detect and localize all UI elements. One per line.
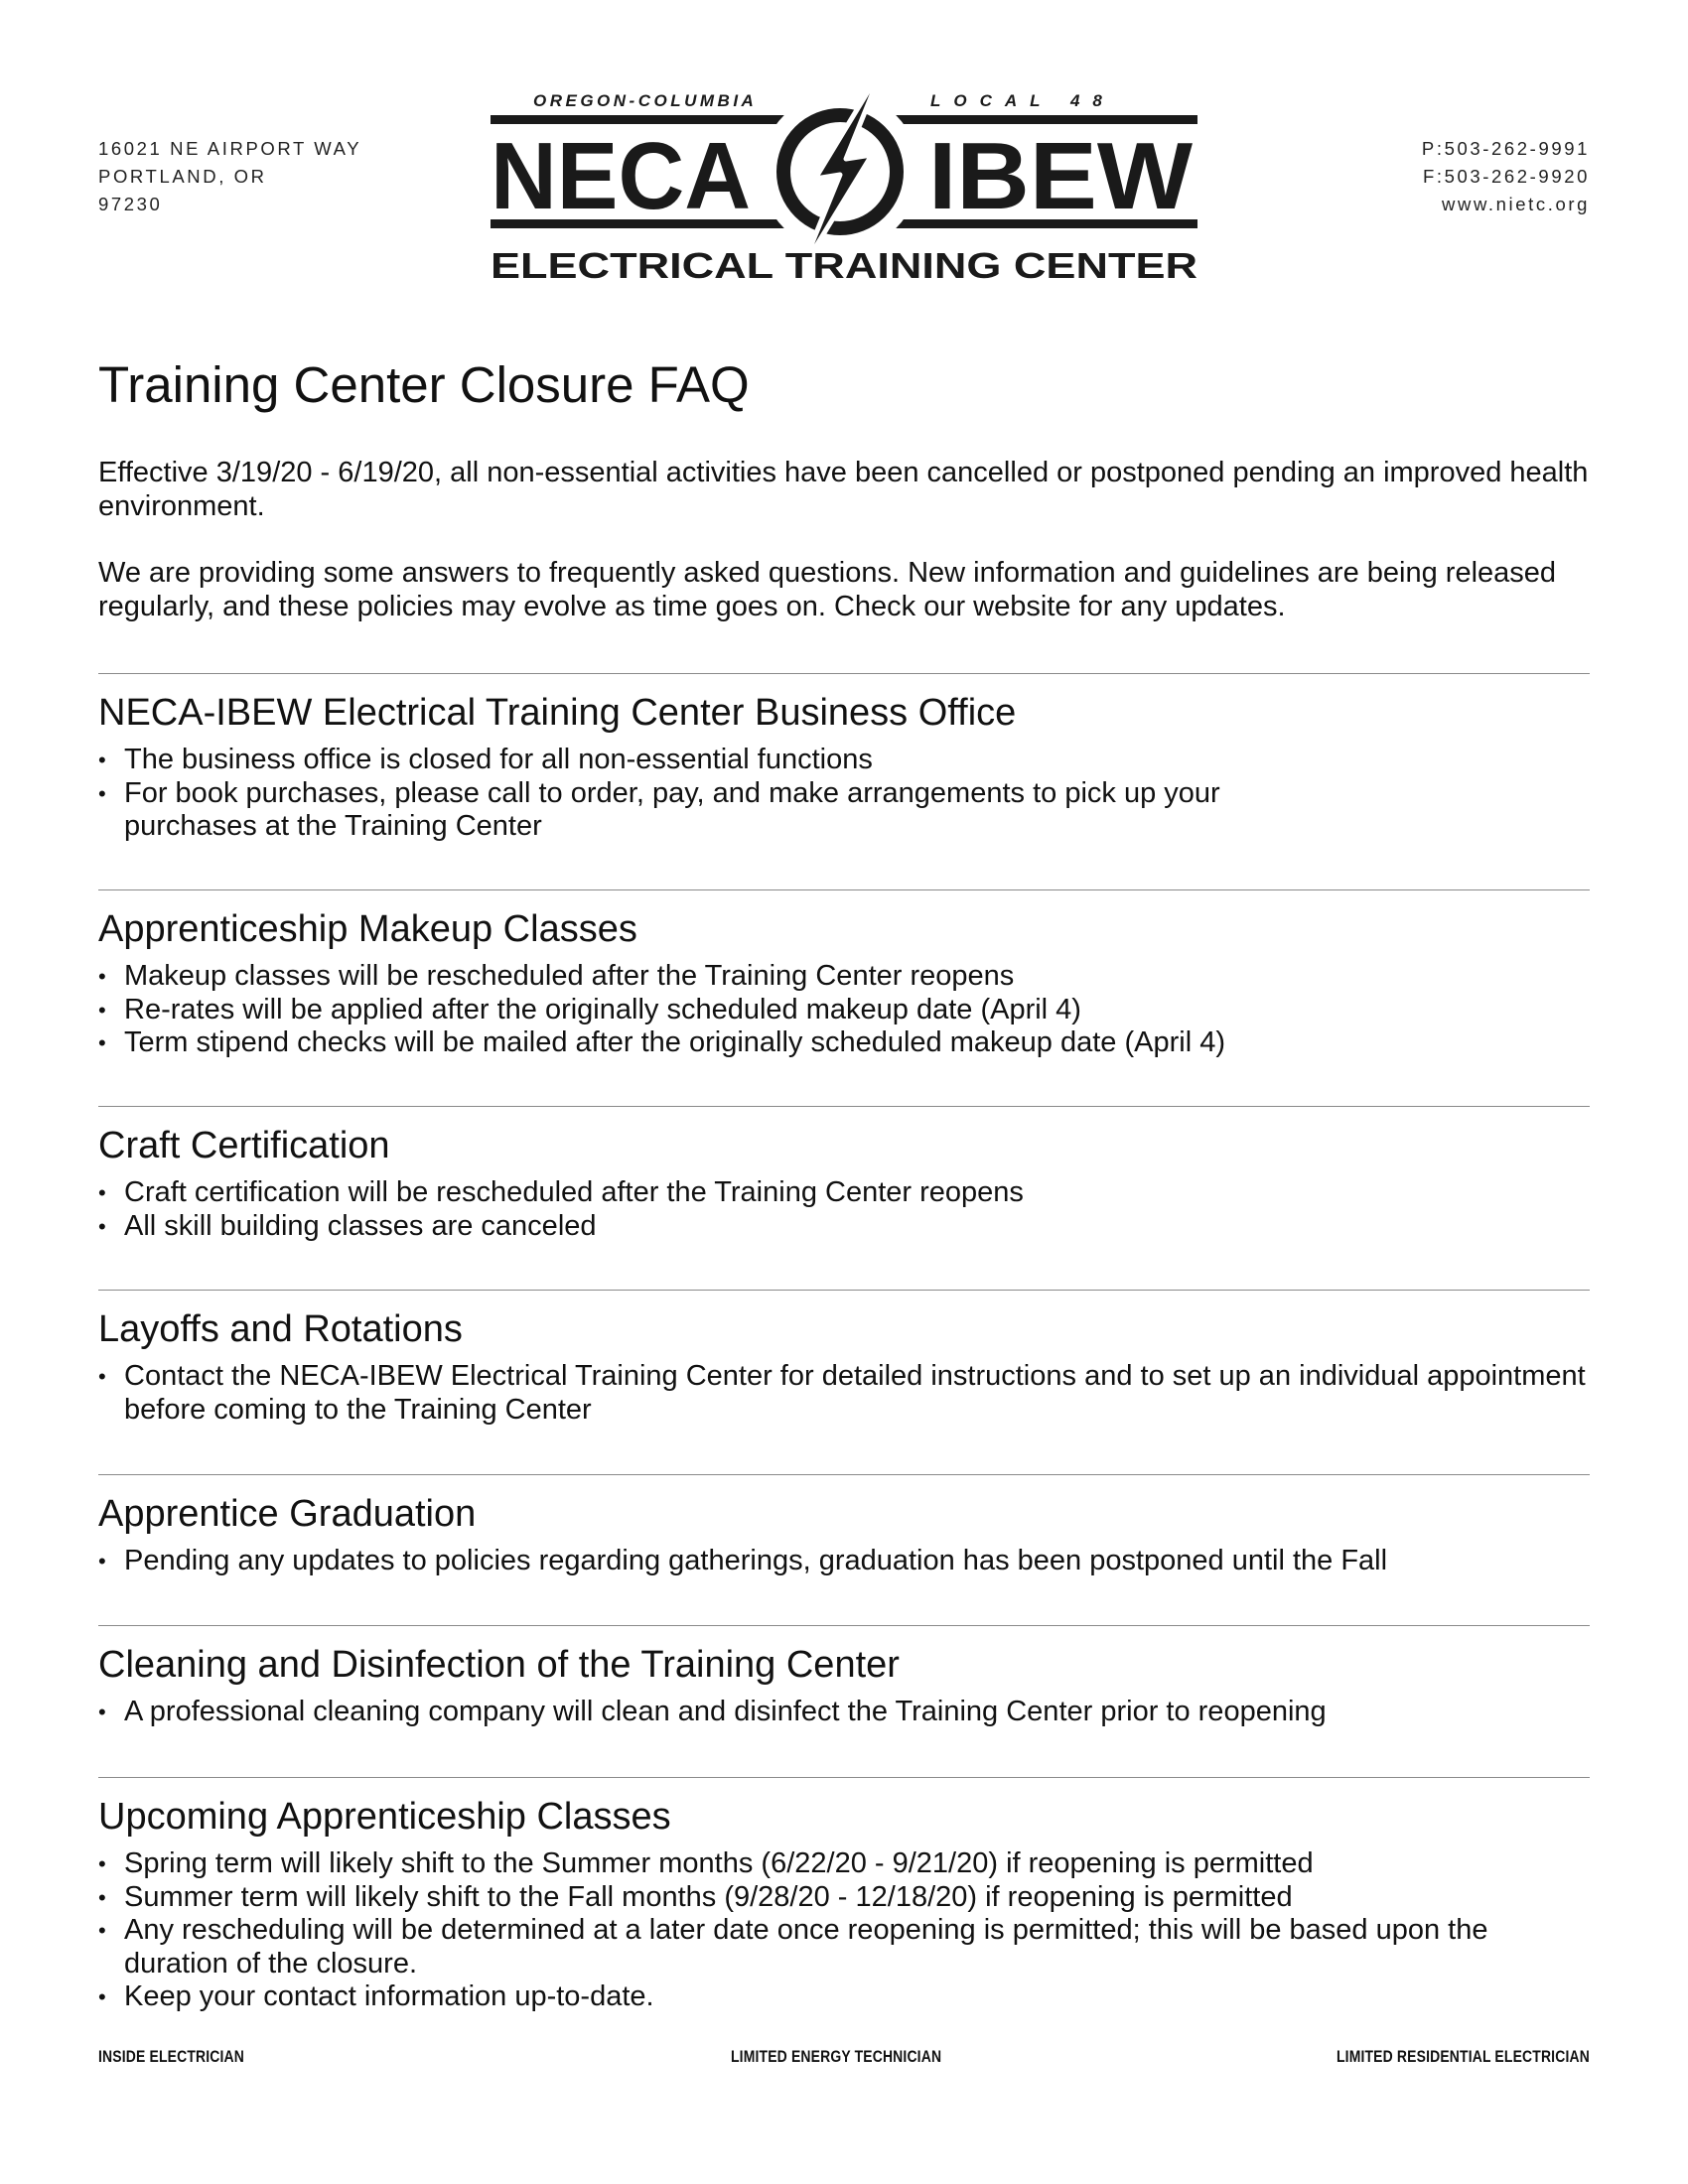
- section-cleaning-disinfection: [98, 1625, 1590, 1729]
- list-item: • For book purchases, please call to order, pay, and make arrangements to pick up your purchases at the Training Center: [98, 777, 1590, 844]
- section-heading: Upcoming Apprenticeship Classes: [98, 1796, 671, 1838]
- logo-region-text: OREGON-COLUMBIA: [533, 91, 758, 110]
- section-business-office: [98, 673, 1590, 844]
- phone-number: P:503-262-9991: [1421, 138, 1590, 159]
- list-item: • Re-rates will be applied after the originally scheduled makeup date (April 4): [98, 994, 1590, 1027]
- footer-program-limited-energy: LIMITED ENERGY TECHNICIAN: [731, 2047, 942, 2066]
- section-heading: Apprentice Graduation: [98, 1493, 477, 1535]
- lightning-bolt-icon: [761, 66, 919, 272]
- logo-tagline: ELECTRICAL TRAINING CENTER: [491, 245, 1197, 286]
- bullet-list: [98, 960, 1590, 1060]
- footer-programs: [98, 2047, 1590, 2071]
- section-upcoming-classes: [98, 1777, 1590, 2014]
- list-item: • Any rescheduling will be determined at a later date once reopening is permitted; this will be based upon the duration of the closure.: [98, 1914, 1590, 1980]
- bullet-list: [98, 1545, 1590, 1578]
- list-item: • Pending any updates to policies regarding gatherings, graduation has been postponed until the Fall: [98, 1545, 1590, 1578]
- section-heading: Apprenticeship Makeup Classes: [98, 908, 637, 950]
- section-layoffs-rotations: [98, 1290, 1590, 1427]
- intro-paragraph-faq: We are providing some answers to frequently asked questions. New information and guidelines are being released regularly, and these policies may evolve as time goes on. Check our website for any updates.: [98, 557, 1557, 622]
- address-line-street: 16021 NE AIRPORT WAY: [98, 138, 362, 159]
- bullet-list: [98, 1847, 1590, 2014]
- footer-program-limited-residential: LIMITED RESIDENTIAL ELECTRICIAN: [1336, 2047, 1590, 2066]
- fax-number: F:503-262-9920: [1422, 166, 1590, 187]
- logo-neca-word: NECA: [491, 123, 751, 229]
- bullet-list: [98, 1360, 1590, 1427]
- list-item: • The business office is closed for all non-essential functions: [98, 744, 1590, 777]
- section-makeup-classes: [98, 889, 1590, 1060]
- list-item: • Craft certification will be rescheduled after the Training Center reopens: [98, 1176, 1590, 1210]
- address-line-zip: 97230: [98, 194, 163, 214]
- contact-info: [1422, 135, 1590, 218]
- mailing-address: [98, 135, 361, 218]
- intro-text: [98, 456, 1598, 656]
- section-heading: Cleaning and Disinfection of the Training Center: [98, 1644, 900, 1686]
- bullet-list: [98, 744, 1590, 844]
- section-heading: Layoffs and Rotations: [98, 1308, 463, 1350]
- footer-program-inside-electrician: INSIDE ELECTRICIAN: [98, 2047, 245, 2066]
- list-item: • Contact the NECA-IBEW Electrical Training Center for detailed instructions and to set up an individual appointment before coming to the Training Center: [98, 1360, 1590, 1427]
- intro-paragraph-effective: Effective 3/19/20 - 6/19/20, all non-essential activities have been cancelled or postponed pending an improved health environment.: [98, 457, 1589, 522]
- page-title: Training Center Closure FAQ: [98, 356, 750, 413]
- website-link[interactable]: www.nietc.org: [1442, 194, 1590, 214]
- bullet-list: [98, 1696, 1590, 1729]
- list-item: • A professional cleaning company will clean and disinfect the Training Center prior to reopening: [98, 1696, 1590, 1729]
- bullet-list: [98, 1176, 1590, 1243]
- list-item: • Term stipend checks will be mailed after the originally scheduled makeup date (April 4): [98, 1026, 1590, 1060]
- list-item: • Keep your contact information up-to-date.: [98, 1980, 1590, 2014]
- section-craft-certification: [98, 1106, 1590, 1243]
- list-item: • Summer term will likely shift to the Fall months (9/28/20 - 12/18/20) if reopening is permitted: [98, 1881, 1590, 1915]
- list-item: • Makeup classes will be rescheduled after the Training Center reopens: [98, 960, 1590, 994]
- logo-ibew-word: IBEW: [928, 123, 1194, 229]
- section-heading: NECA-IBEW Electrical Training Center Business Office: [98, 692, 1017, 734]
- address-line-city: PORTLAND, OR: [98, 166, 267, 187]
- logo-local-text: LOCAL 48: [930, 91, 1115, 110]
- section-heading: Craft Certification: [98, 1125, 390, 1166]
- list-item: • Spring term will likely shift to the Summer months (6/22/20 - 9/21/20) if reopening is permitted: [98, 1847, 1590, 1881]
- neca-ibew-logo: [487, 60, 1201, 298]
- list-item: • All skill building classes are canceled: [98, 1210, 1590, 1244]
- section-apprentice-graduation: [98, 1474, 1590, 1578]
